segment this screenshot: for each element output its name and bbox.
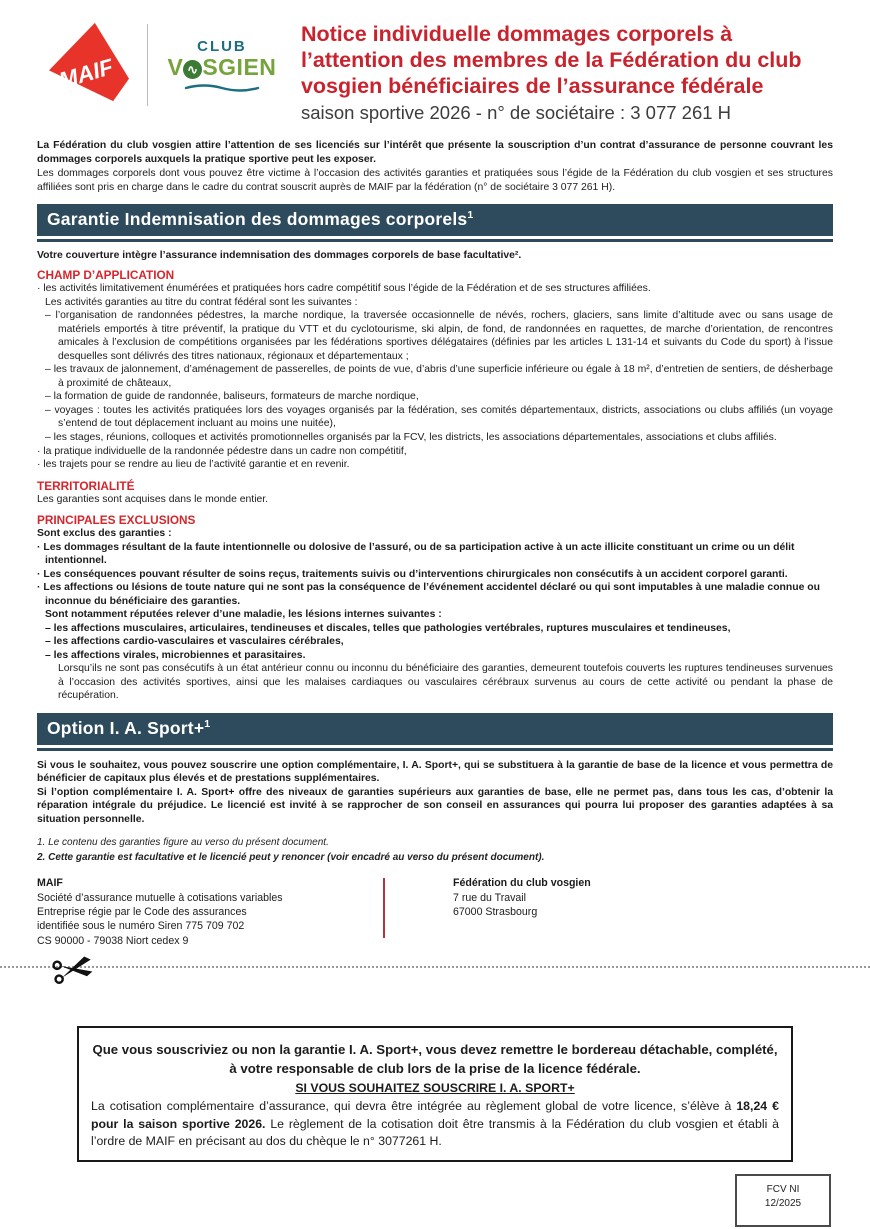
option-paragraph-2: Si l’option complémentaire I. A. Sport+ offre des niveaux de garanties supérieurs aux garanties de base, elle ne permet pas, dans tous les cas, d’obtenir la réparation intégrale du préjudice. Le licencié est invité à se rapprocher de son conseil en assurances qui pourra lui proposer des garanties adaptées à sa situation personnelle. xyxy=(37,786,833,825)
club-logo-wave-icon xyxy=(182,82,262,92)
address-divider xyxy=(383,878,385,938)
address-line: 67000 Strasbourg xyxy=(453,905,538,918)
list-item: – l’organisation de randonnées pédestres, la marche nordique, la traversée occasionnelle de névés, rochers, glaciers, sans limite d’altitude avec ou sans usage de matériels emportés à titre préventif, la pratique du VTT et du cyclotourisme, ski alpin, de fond, de randonnées en raquettes, de marche d’orientation, de rencontres amicales à l’exclusion de compétitions organisées par les fédérations sportives délégataires (définies par les articles L 131-14 et suivants du Code du sport) à l’issue desquelles sont délivrés des titres nationaux, régionaux et départementaux ; xyxy=(45,310,833,362)
stamp-box xyxy=(735,1174,831,1227)
intro xyxy=(37,139,833,194)
list-item: – les affections virales, microbiennes et parasitaires. xyxy=(45,649,306,661)
footnote-2: 2. Cette garantie est facultative et le licencié peut y renoncer (voir encadré au verso du présent document). xyxy=(37,852,545,864)
list-item: · Les dommages résultant de la faute intentionnelle ou dolosive de l’assuré, ou de sa participation active à un acte illicite constituant un crime ou un délit intentionnel. xyxy=(37,541,795,567)
section-header-underline xyxy=(37,748,833,751)
territorialite-text: Les garanties sont acquises dans le monde entier. xyxy=(37,493,269,505)
list-sub-intro: Sont notamment réputées relever d’une maladie, les lésions internes suivantes : xyxy=(45,609,442,621)
dotted-cut-line xyxy=(0,966,870,968)
exclusions-note: Lorsqu’ils ne sont pas consécutifs à un état antérieur connu ou inconnu du bénéficiaire des garanties, demeurent toutefois couverts les ruptures tendineuses survenues à l’occasion des activités sportives, ainsi que les malaises cardiaques ou vasculaires cérébraux survenus au cours de cette activité ou pendant la phase de récupération. xyxy=(58,663,833,702)
footnote-marker: 1 xyxy=(204,717,211,730)
page-title: Notice individuelle dommages corporels à l’attention des membres de la Fédération du club vosgien bénéficiaires de l’assurance fédérale xyxy=(300,22,802,98)
list-item: – les stages, réunions, colloques et activités promotionnelles organisés par la FCV, les districts, les associations départementales, associations et clubs affiliés. xyxy=(45,432,777,443)
list-item: · Les affections ou lésions de toute nature qui ne sont pas la conséquence de l’événement accidentel déclaré ou qui sont imputables à une maladie connue ou inconnue du bénéficiaire des garanties. xyxy=(37,582,820,607)
address-line: CS 90000 - 79038 Niort cedex 9 xyxy=(37,934,189,947)
footnote-1: 1. Le contenu des garanties figure au verso du présent document. xyxy=(37,837,329,849)
detach-subhead: SI VOUS SOUHAITEZ SOUSCRIRE I. A. SPORT+ xyxy=(295,1081,575,1096)
club-logo-word-club: CLUB xyxy=(197,38,247,55)
address-line: Société d’assurance mutuelle à cotisations variables xyxy=(37,891,283,904)
maif-logo xyxy=(47,22,131,102)
footnote-marker: 1 xyxy=(467,209,474,222)
list-item: · les activités limitativement énumérées et pratiquées hors cadre compétitif sous l’égide de la Fédération et de ses structures affiliées. xyxy=(37,283,651,295)
address-line: Entreprise régie par le Code des assurances xyxy=(37,905,247,918)
fcv-address-name: Fédération du club vosgien xyxy=(453,877,591,890)
list-item: · la pratique individuelle de la randonnée pédestre dans un cadre non compétitif, xyxy=(37,445,407,457)
detach-headline: Que vous souscriviez ou non la garantie I. A. Sport+, vous devez remettre le bordereau détachable, complété, à votre responsable de club lors de la prise de la licence fédérale. xyxy=(92,1041,778,1076)
page-subtitle: saison sportive 2026 - n° de sociétaire : 3 077 261 H xyxy=(300,102,732,124)
footnotes xyxy=(37,835,833,865)
territorialite-heading: TERRITORIALITÉ xyxy=(37,478,135,493)
addresses xyxy=(37,876,833,947)
stamp-line2: 12/2025 xyxy=(764,1197,802,1209)
list-item: – les affections musculaires, articulaires, tendineuses et discales, telles que pathologies vertébrales, ruptures musculaires et tendineuses, xyxy=(45,622,731,634)
list-item: – la formation de guide de randonnée, baliseurs, formateurs de marche nordique, xyxy=(45,391,419,403)
list-item: · Les conséquences pouvant résulter de soins reçus, traitements suivis ou d’interventions chirurgicales non consécutifs à un accident corporel garanti. xyxy=(37,568,788,580)
stamp-line1: FCV NI xyxy=(766,1184,800,1195)
champ-application-heading: CHAMP D’APPLICATION xyxy=(37,268,175,283)
maif-address-name: MAIF xyxy=(37,877,63,890)
address-line: identifiée sous le numéro Siren 775 709 702 xyxy=(37,920,245,933)
list-sub-intro: Les activités garanties au titre du contrat fédéral sont les suivantes : xyxy=(45,296,358,308)
intro-paragraph-bold: La Fédération du club vosgien attire l’attention de ses licenciés sur l’intérêt que présente la souscription d’un contrat d’assurance de personne couvrant les dommages corporels auxquels la pratique sportive peut les exposer. xyxy=(37,140,833,166)
address-line: 7 rue du Travail xyxy=(453,891,527,904)
svg-text:MAIF: MAIF xyxy=(56,54,116,94)
option-paragraph-1: Si vous le souhaitez, vous pouvez souscrire une option complémentaire, I. A. Sport+, qui se substituera à la garantie de base de la licence et vous permettra de bénéficier de capitaux plus élevés et de prestations supplémentaires. xyxy=(37,759,833,785)
exclusions-intro: Sont exclus des garanties : xyxy=(37,528,172,540)
list-item: – voyages : toutes les activités pratiquées lors des voyages organisés par la fédération, ses comités départementaux, districts, associations ou clubs affiliés (un voyage s’entend de tout déplacement incluant au moins une nuitée), xyxy=(45,404,833,430)
garantie-lead: Votre couverture intègre l’assurance indemnisation des dommages corporels de base facultative². xyxy=(37,250,522,262)
list-item: – les affections cardio-vasculaires et vasculaires cérébrales, xyxy=(45,636,344,648)
maif-address-block xyxy=(37,876,383,947)
scissors-icon xyxy=(50,952,98,988)
title-block xyxy=(301,22,833,124)
club-logo-word-vosgien: V ∿ SGIEN xyxy=(167,54,277,80)
detach-body-amount: 18,24 € pour la saison sportive 2026. xyxy=(91,1099,779,1131)
detach-body: La cotisation complémentaire d’assurance, qui devra être intégrée au règlement global de votre licence, s’élève à 18,24 € pour la saison sportive 2026. Le règlement de la cotisation doit être transmis à la Fédération du club vosgien et établi à l’ordre de MAIF en précisant au dos du chèque le n° 3077261 H. xyxy=(91,1099,779,1149)
list-item: – les travaux de jalonnement, d’aménagement de passerelles, de points de vue, d’abris d’une superficie inférieure ou égale à 18 m², d’entretien de sentiers, de désherbage à proximité de châteaux, xyxy=(45,364,833,389)
header xyxy=(47,22,833,124)
intro-paragraph: Les dommages corporels dont vous pouvez être victime à l’occasion des activités garanties et pratiquées sous l’égide de la Fédération du club vosgien et ses structures affiliées sont pris en charge dans le cadre du contrat souscrit auprès de MAIF par la fédération (n° de sociétaire 3 077 261 H). xyxy=(37,167,833,193)
list-item: · les trajets pour se rendre au lieu de l’activité garantie et en revenir. xyxy=(37,459,350,471)
section-header-underline xyxy=(37,239,833,242)
club-vosgien-logo xyxy=(163,22,281,97)
section-header-garantie: Garantie Indemnisation des dommages corporels$^1$ xyxy=(37,204,833,236)
section-header-option: Option I. A. Sport+$^1$ xyxy=(37,713,833,745)
logo-divider xyxy=(147,24,148,106)
cut-row xyxy=(0,958,870,980)
fcv-address-block xyxy=(453,876,591,947)
exclusions-heading: PRINCIPALES EXCLUSIONS xyxy=(37,513,196,528)
club-logo-o-badge-icon: ∿ xyxy=(183,60,202,79)
detach-box xyxy=(77,1026,793,1163)
